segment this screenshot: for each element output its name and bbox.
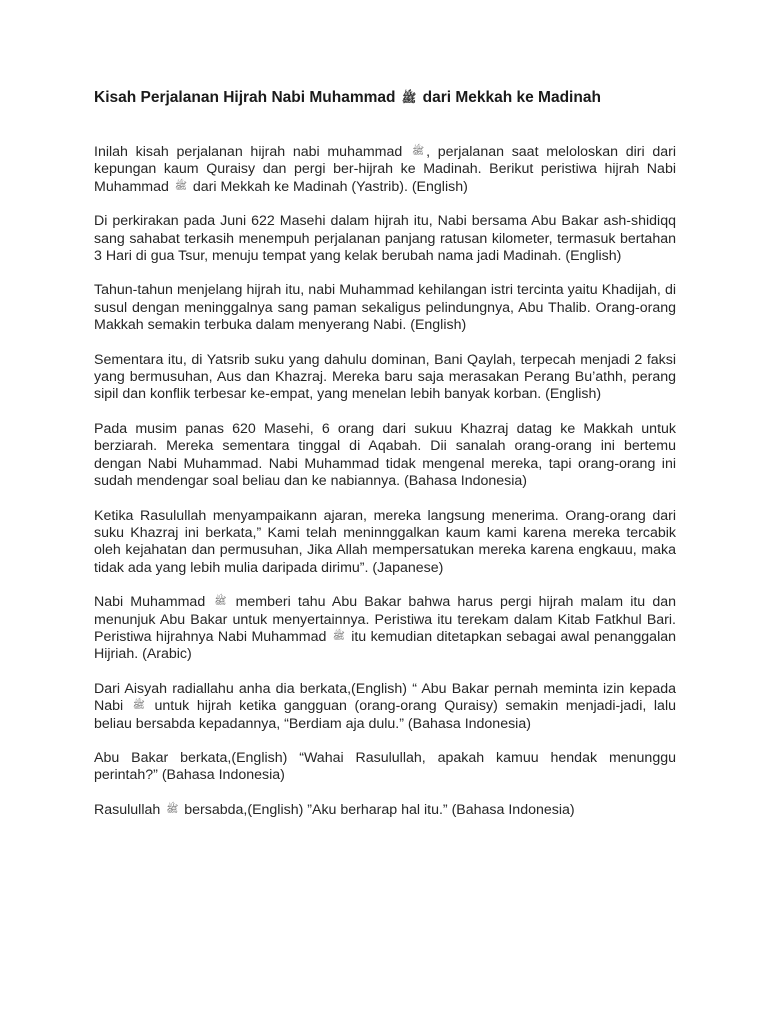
paragraph-text: Dari Aisyah radiallahu anha dia berkata,(English) “ Abu Bakar pernah meminta izin kepada Nabi bbox=[94, 680, 676, 715]
paragraph bbox=[94, 681, 676, 733]
paragraph-text: Di perkirakan pada Juni 622 Masehi dalam hijrah itu, Nabi bersama Abu Bakar ash-shidiqq sang sahabat terkasih menempuh perjalanan panjang ratusan kilometer, termasuk bertahan 3 Hari di gua Tsur, menuju tempat yang kelak berubah nama jadi Madinah. (English) bbox=[94, 213, 676, 265]
paragraph-text: memberi tahu Abu Bakar bahwa harus pergi hijrah malam itu dan menunjuk Abu Bakar untuk menyertainnya. Peristiwa itu terekam dalam Kitab Fatkhul Bari. Peristiwa hijrahnya Nabi Muhammad bbox=[94, 594, 676, 645]
salawat-seal-icon: ﷺ bbox=[332, 631, 345, 643]
salawat-seal-icon: ﷺ bbox=[214, 596, 227, 608]
document-title bbox=[94, 86, 676, 110]
salawat-seal-icon: ﷺ bbox=[132, 700, 145, 712]
paragraph-text: Pada musim panas 620 Masehi, 6 orang dari sukuu Khazraj datag ke Makkah untuk berziarah. Mereka sementara tinggal di Aqabah. Dii sanalah orang-orang ini bertemu dengan Nabi Muhammad. Nabi Muhammad tidak mengenal mereka, tapi orang-orang ini sudah mendengar soal beliau dan ke nabiannya. (Bahasa Indonesia) bbox=[94, 420, 676, 490]
paragraph bbox=[94, 144, 676, 196]
paragraph bbox=[94, 421, 676, 491]
salawat-seal-icon: ﷺ bbox=[411, 146, 425, 158]
paragraph bbox=[94, 802, 676, 819]
salawat-seal-icon: ﷺ bbox=[401, 90, 417, 105]
paragraph-text: bersabda,(English) ”Aku berharap hal itu.” (Bahasa Indonesia) bbox=[180, 801, 575, 818]
paragraph-text: Ketika Rasulullah menyampaikann ajaran, mereka langsung menerima. Orang-orang dari suku Khazraj ini berkata,” Kami telah meninnggalkan kaum kami karena mereka tercabik oleh kejahatan dan permusuhan, Jika Allah mempersatukan mereka karena engkauu, maka tidak ada yang lebih mulia daripada dirimu”. (Japanese) bbox=[94, 507, 676, 576]
paragraph bbox=[94, 352, 676, 404]
salawat-seal-icon: ﷺ bbox=[166, 804, 179, 816]
paragraph-text: , perjalanan saat meloloskan diri dari kepungan kaum Quraisy dan pergi ber-hijrah ke Madinah. Berikut peristiwa hijrah Nabi Muhammad bbox=[94, 144, 676, 195]
paragraph-text: Tahun-tahun menjelang hijrah itu, nabi Muhammad kehilangan istri tercinta yaitu Khadijah, di susul dengan meninggalnya sang paman sekaligus pelindungnya, Abu Thalib. Orang-orang Makkah semakin terbuka dalam menyerang Nabi. (English) bbox=[94, 282, 676, 334]
paragraph-text: dari Mekkah ke Madinah (Yastrib). (English) bbox=[188, 178, 468, 195]
document-body bbox=[94, 144, 676, 819]
paragraph-text: untuk hijrah ketika gangguan (orang-orang Quraisy) semakin menjadi-jadi, lalu beliau bersabda kepadannya, “Berdiam aja dulu.” (Bahasa Indonesia) bbox=[94, 698, 676, 732]
document-page bbox=[94, 86, 676, 836]
paragraph-text: Sementara itu, di Yatsrib suku yang dahulu dominan, Bani Qaylah, terpecah menjadi 2 faksi yang bermusuhan, Aus dan Khazraj. Mereka baru saja merasakan Perang Bu’athh, perang sipil dan konflik terbesar ke-empat, yang menelan lebih banyak korban. (English) bbox=[94, 351, 676, 403]
paragraph bbox=[94, 594, 676, 664]
paragraph-text: Inilah kisah perjalanan hijrah nabi muhammad bbox=[94, 144, 410, 160]
title-text-start: Kisah Perjalanan Hijrah Nabi Muhammad bbox=[94, 89, 396, 106]
paragraph-text: Rasulullah bbox=[94, 801, 165, 818]
paragraph-text: Abu Bakar berkata,(English) “Wahai Rasulullah, apakah kamuu hendak menunggu perintah?” (Bahasa Indonesia) bbox=[94, 749, 676, 784]
paragraph bbox=[94, 282, 676, 334]
paragraph bbox=[94, 508, 676, 578]
title-text-end: dari Mekkah ke Madinah bbox=[422, 89, 601, 106]
paragraph bbox=[94, 750, 676, 785]
paragraph bbox=[94, 213, 676, 265]
salawat-seal-icon: ﷺ bbox=[174, 181, 187, 193]
paragraph-text: itu kemudian ditetapkan sebagai awal penanggalan Hijriah. (Arabic) bbox=[94, 628, 676, 663]
paragraph-text: Nabi Muhammad bbox=[94, 594, 213, 611]
